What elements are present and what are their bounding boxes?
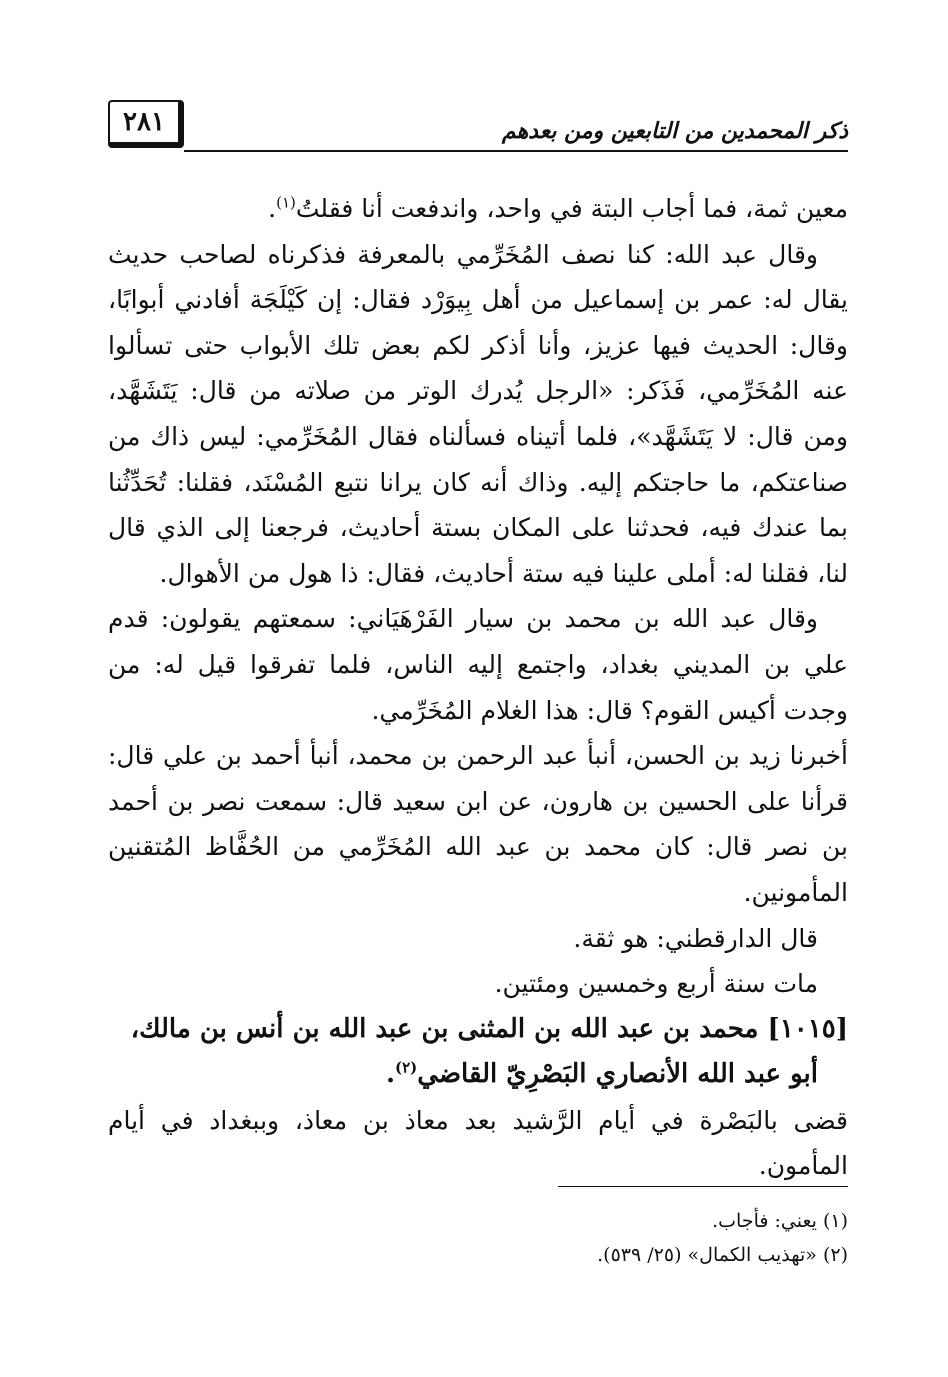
header-rule	[184, 150, 848, 152]
running-title: ذكر المحمدين من التابعين ومن بعدهم	[501, 118, 848, 144]
paragraph-4: أخبرنا زيد بن الحسن، أنبأ عبد الرحمن بن محمد، أنبأ أحمد بن علي قال: قرأنا على الحسين بن هارون، عن ابن سعيد قال: سمعت نصر بن أحمد بن نصر قال: كان محمد بن عبد الله المُخَرِّمي من الحُفَّاظ المُتقنين المأمونين.	[108, 741, 848, 907]
entry-heading-line1: [١٠١٥] محمد بن عبد الله بن المثنى بن عبد الله بن أنس بن مالك،	[130, 1013, 848, 1044]
footnote-2: (٢) «تهذيب الكمال» (٢٥/ ٥٣٩).	[597, 1244, 848, 1266]
footnotes	[108, 1204, 848, 1272]
footnote-ref-1[interactable]: (١)	[276, 193, 296, 212]
paragraph-1: معين ثمة، فما أجاب البتة في واحد، واندفعت أنا فقلتُ$^{(١)}$.	[268, 193, 848, 223]
entry-heading: [١٠١٥] محمد بن عبد الله بن المثنى بن عبد الله بن أنس بن مالك، أبو عبد الله الأنصاري البَصْرِيّ القاضي$^{(٢)}$.	[130, 1013, 848, 1090]
paragraph-2: وقال عبد الله: كنا نصف المُخَرِّمي بالمعرفة فذكرناه لصاحب حديث يقال له: عمر بن إسماعيل من أهل بِيوَرْد فقال: إن كَيْلَجَة أفادني أبوابًا، وقال: الحديث فيها عزيز، وأنا أذكر لكم بعض تلك الأبواب حتى تسألوا عنه المُخَرِّمي، فَذَكر: «الرجل يُدرك الوتر من صلاته من قال: يَتَشَهَّد، ومن قال: لا يَتَشَهَّد»، فلما أتيناه فسألناه فقال المُخَرِّمي: ليس ذاك من صناعتكم، ما حاجتكم إليه. وذاك أنه كان يرانا نتبع المُسْنَد، فقلنا: تُحَدِّثُنا بما عندك فيه، فحدثنا على المكان بستة أحاديث، فرجعنا إلى الذي قال لنا، فقلنا له: أملى علينا فيه ستة أحاديث، فقال: ذا هول من الأهوال.	[108, 239, 848, 588]
closing-paragraph: قضى بالبَصْرة في أيام الرَّشيد بعد معاذ بن معاذ، وببغداد في أيام المأمون.	[108, 1105, 848, 1181]
paragraph-3: وقال عبد الله بن محمد بن سيار الفَرْهَيَاني: سمعتهم يقولون: قدم علي بن المديني بغداد، واجتمع إليه الناس، فلما تفرقوا قيل له: من وجدت أكيس القوم؟ قال: هذا الغلام المُخَرِّمي.	[108, 604, 848, 725]
entry-heading-line2: أبو عبد الله الأنصاري البَصْرِيّ القاضي	[417, 1059, 818, 1090]
footnote-rule	[558, 1186, 848, 1187]
footnote-1: (١) يعني: فأجاب.	[712, 1210, 848, 1232]
paragraph-6: مات سنة أربع وخمسين ومئتين.	[494, 969, 818, 999]
page-header	[108, 100, 848, 156]
paragraph-5: قال الدارقطني: هو ثقة.	[573, 923, 818, 953]
main-text	[108, 186, 848, 1189]
footnote-ref-2[interactable]: (٢)	[395, 1058, 418, 1077]
page-number: ٢٨١	[108, 100, 184, 148]
